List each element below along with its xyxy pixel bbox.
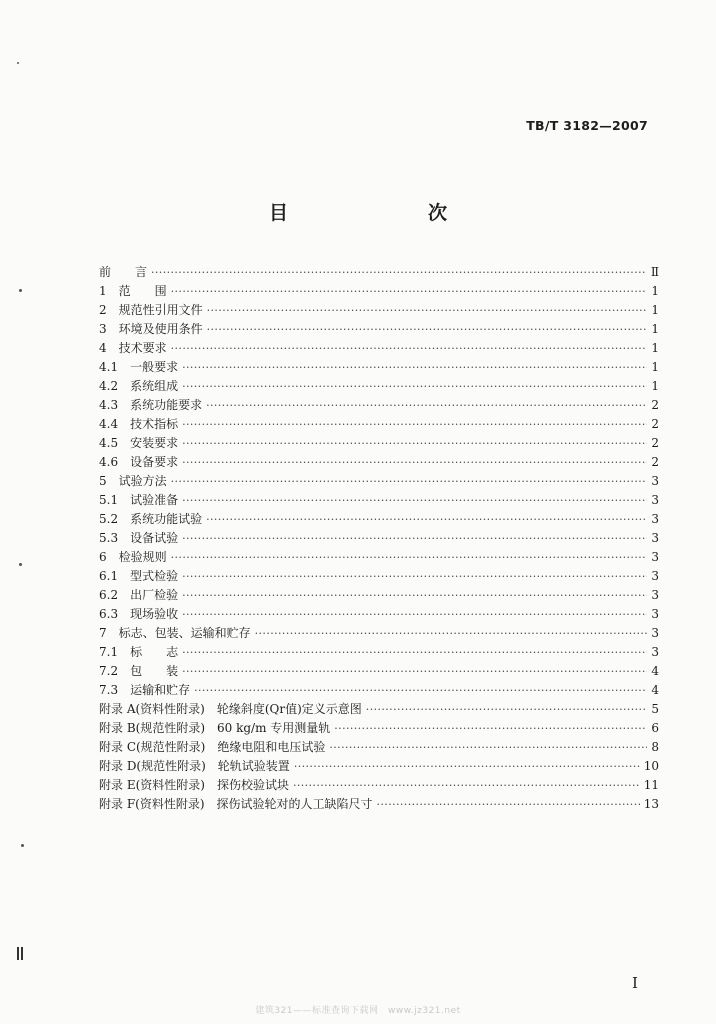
toc-entry-appendix-c[interactable] xyxy=(99,738,659,757)
dot-leader xyxy=(151,266,647,279)
toc-entry-page: 3 xyxy=(651,512,659,526)
dot-leader xyxy=(182,646,647,659)
toc-entry-label: 4.1 一般要求 xyxy=(99,360,179,374)
toc-entry-appendix-d[interactable] xyxy=(99,757,659,776)
toc-entry-page: 2 xyxy=(651,417,659,431)
dot-leader xyxy=(207,323,647,336)
toc-entry-page: 4 xyxy=(651,664,659,678)
dot-leader xyxy=(366,703,647,716)
dot-leader xyxy=(182,589,647,602)
toc-entry-page: Ⅱ xyxy=(650,265,659,279)
toc-entry-4-6[interactable] xyxy=(99,453,659,472)
toc-entry-7[interactable] xyxy=(99,624,659,643)
dot-leader xyxy=(207,304,647,317)
toc-entry-page: 5 xyxy=(651,702,659,716)
dot-leader xyxy=(171,475,647,488)
toc-entry-label: 6.2 出厂检验 xyxy=(99,588,179,602)
toc-entry-label: 7.1 标 志 xyxy=(99,645,179,659)
toc-entry-page: 2 xyxy=(651,455,659,469)
toc-entry-label: 6 检验规则 xyxy=(99,550,167,564)
toc-entry-5[interactable] xyxy=(99,472,659,491)
dot-leader xyxy=(182,456,647,469)
binding-mark xyxy=(17,947,23,960)
dot-leader xyxy=(294,760,640,773)
dot-leader xyxy=(377,798,640,811)
dot-leader xyxy=(206,399,647,412)
toc-entry-label: 5.1 试验准备 xyxy=(99,493,179,507)
toc-entry-4-2[interactable] xyxy=(99,377,659,396)
toc-entry-4-1[interactable] xyxy=(99,358,659,377)
scan-speck xyxy=(17,62,19,64)
toc-entry-6-3[interactable] xyxy=(99,605,659,624)
toc-entry-appendix-b[interactable] xyxy=(99,719,659,738)
toc-entry-page: 1 xyxy=(651,360,659,374)
toc-entry-page: 2 xyxy=(651,398,659,412)
toc-entry-label: 附录 A(资料性附录) 轮缘斜度(Qr值)定义示意图 xyxy=(99,702,362,716)
toc-entry-2[interactable] xyxy=(99,301,659,320)
toc-entry-4-3[interactable] xyxy=(99,396,659,415)
toc-entry-label: 3 环境及使用条件 xyxy=(99,322,203,336)
toc-entry-label: 5.3 设备试验 xyxy=(99,531,179,545)
toc-entry-label: 5.2 系统功能试验 xyxy=(99,512,203,526)
toc-entry-label: 附录 F(资料性附录) 探伤试验轮对的人工缺陷尺寸 xyxy=(99,797,373,811)
toc-entry-page: 3 xyxy=(651,607,659,621)
toc-entry-4-4[interactable] xyxy=(99,415,659,434)
toc-entry-appendix-f[interactable] xyxy=(99,795,659,814)
dot-leader xyxy=(182,380,647,393)
toc-entry-label: 6.3 现场验收 xyxy=(99,607,179,621)
toc-entry-page: 6 xyxy=(651,721,659,735)
toc-entry-label: 7 标志、包装、运输和贮存 xyxy=(99,626,251,640)
toc-entry-label: 前 言 xyxy=(99,265,148,279)
toc-entry-appendix-e[interactable] xyxy=(99,776,659,795)
toc-entry-page: 1 xyxy=(651,322,659,336)
dot-leader xyxy=(182,361,647,374)
toc-entry-page: 3 xyxy=(651,569,659,583)
dot-leader xyxy=(182,608,647,621)
toc-entry-label: 4.4 技术指标 xyxy=(99,417,179,431)
standard-code: TB/T 3182—2007 xyxy=(526,118,648,133)
dot-leader xyxy=(194,684,647,697)
toc-entry-7-3[interactable] xyxy=(99,681,659,700)
dot-leader xyxy=(171,342,647,355)
toc-entry-4[interactable] xyxy=(99,339,659,358)
dot-leader xyxy=(182,494,647,507)
toc-entry-page: 3 xyxy=(651,474,659,488)
watermark: 建筑321——标准查询下载网 www.jz321.net xyxy=(255,1006,461,1016)
toc-entry-5-3[interactable] xyxy=(99,529,659,548)
toc-entry-label: 2 规范性引用文件 xyxy=(99,303,203,317)
toc-entry-6-1[interactable] xyxy=(99,567,659,586)
toc-entry-page: 1 xyxy=(651,284,659,298)
toc-entry-page: 3 xyxy=(651,531,659,545)
toc-entry-page: 3 xyxy=(651,645,659,659)
toc-entry-page: 1 xyxy=(651,379,659,393)
toc-entry-page: 3 xyxy=(651,626,659,640)
toc-entry-6-2[interactable] xyxy=(99,586,659,605)
toc-entry-label: 附录 B(规范性附录) 60 kg/m 专用测量轨 xyxy=(99,721,331,735)
toc-entry-label: 7.3 运输和贮存 xyxy=(99,683,191,697)
toc-entry-page: 1 xyxy=(651,341,659,355)
toc-entry-label: 附录 E(资料性附录) 探伤校验试块 xyxy=(99,778,289,792)
toc-entry-page: 3 xyxy=(651,493,659,507)
toc-entry-page: 13 xyxy=(643,797,659,811)
toc-entry-page: 3 xyxy=(651,588,659,602)
toc-entry-7-1[interactable] xyxy=(99,643,659,662)
dot-leader xyxy=(182,570,647,583)
toc-entry-page: 4 xyxy=(651,683,659,697)
table-of-contents xyxy=(99,263,659,814)
dot-leader xyxy=(255,627,647,640)
toc-entry-label: 4.3 系统功能要求 xyxy=(99,398,203,412)
dot-leader xyxy=(182,532,647,545)
dot-leader xyxy=(206,513,647,526)
toc-entry-7-2[interactable] xyxy=(99,662,659,681)
toc-entry-appendix-a[interactable] xyxy=(99,700,659,719)
toc-entry-1[interactable] xyxy=(99,282,659,301)
toc-entry-label: 附录 D(规范性附录) 轮轨试验装置 xyxy=(99,759,290,773)
scan-speck xyxy=(19,289,22,292)
toc-entry-label: 4.6 设备要求 xyxy=(99,455,179,469)
dot-leader xyxy=(182,418,647,431)
dot-leader xyxy=(171,551,647,564)
toc-entry-6[interactable] xyxy=(99,548,659,567)
toc-entry-foreword[interactable] xyxy=(99,263,659,282)
toc-entry-label: 1 范 围 xyxy=(99,284,167,298)
dot-leader xyxy=(182,665,647,678)
toc-entry-label: 4.2 系统组成 xyxy=(99,379,179,393)
dot-leader xyxy=(293,779,640,792)
toc-entry-page: 11 xyxy=(643,778,659,792)
toc-entry-page: 3 xyxy=(651,550,659,564)
toc-entry-4-5[interactable] xyxy=(99,434,659,453)
toc-entry-label: 7.2 包 装 xyxy=(99,664,179,678)
toc-entry-label: 4.5 安装要求 xyxy=(99,436,179,450)
toc-entry-page: 2 xyxy=(651,436,659,450)
toc-entry-page: 8 xyxy=(651,740,659,754)
toc-entry-5-1[interactable] xyxy=(99,491,659,510)
toc-entry-label: 5 试验方法 xyxy=(99,474,167,488)
page-number: Ⅰ xyxy=(632,974,638,992)
toc-entry-page: 10 xyxy=(643,759,659,773)
toc-entry-3[interactable] xyxy=(99,320,659,339)
toc-entry-5-2[interactable] xyxy=(99,510,659,529)
scan-speck xyxy=(19,563,22,566)
toc-entry-label: 4 技术要求 xyxy=(99,341,167,355)
dot-leader xyxy=(182,437,647,450)
toc-entry-label: 附录 C(规范性附录) 绝缘电阻和电压试验 xyxy=(99,740,326,754)
dot-leader xyxy=(329,741,647,754)
toc-entry-page: 1 xyxy=(651,303,659,317)
dot-leader xyxy=(171,285,647,298)
toc-entry-label: 6.1 型式检验 xyxy=(99,569,179,583)
page-title: 目 次 xyxy=(268,202,481,224)
scan-speck xyxy=(21,844,24,847)
dot-leader xyxy=(334,722,647,735)
